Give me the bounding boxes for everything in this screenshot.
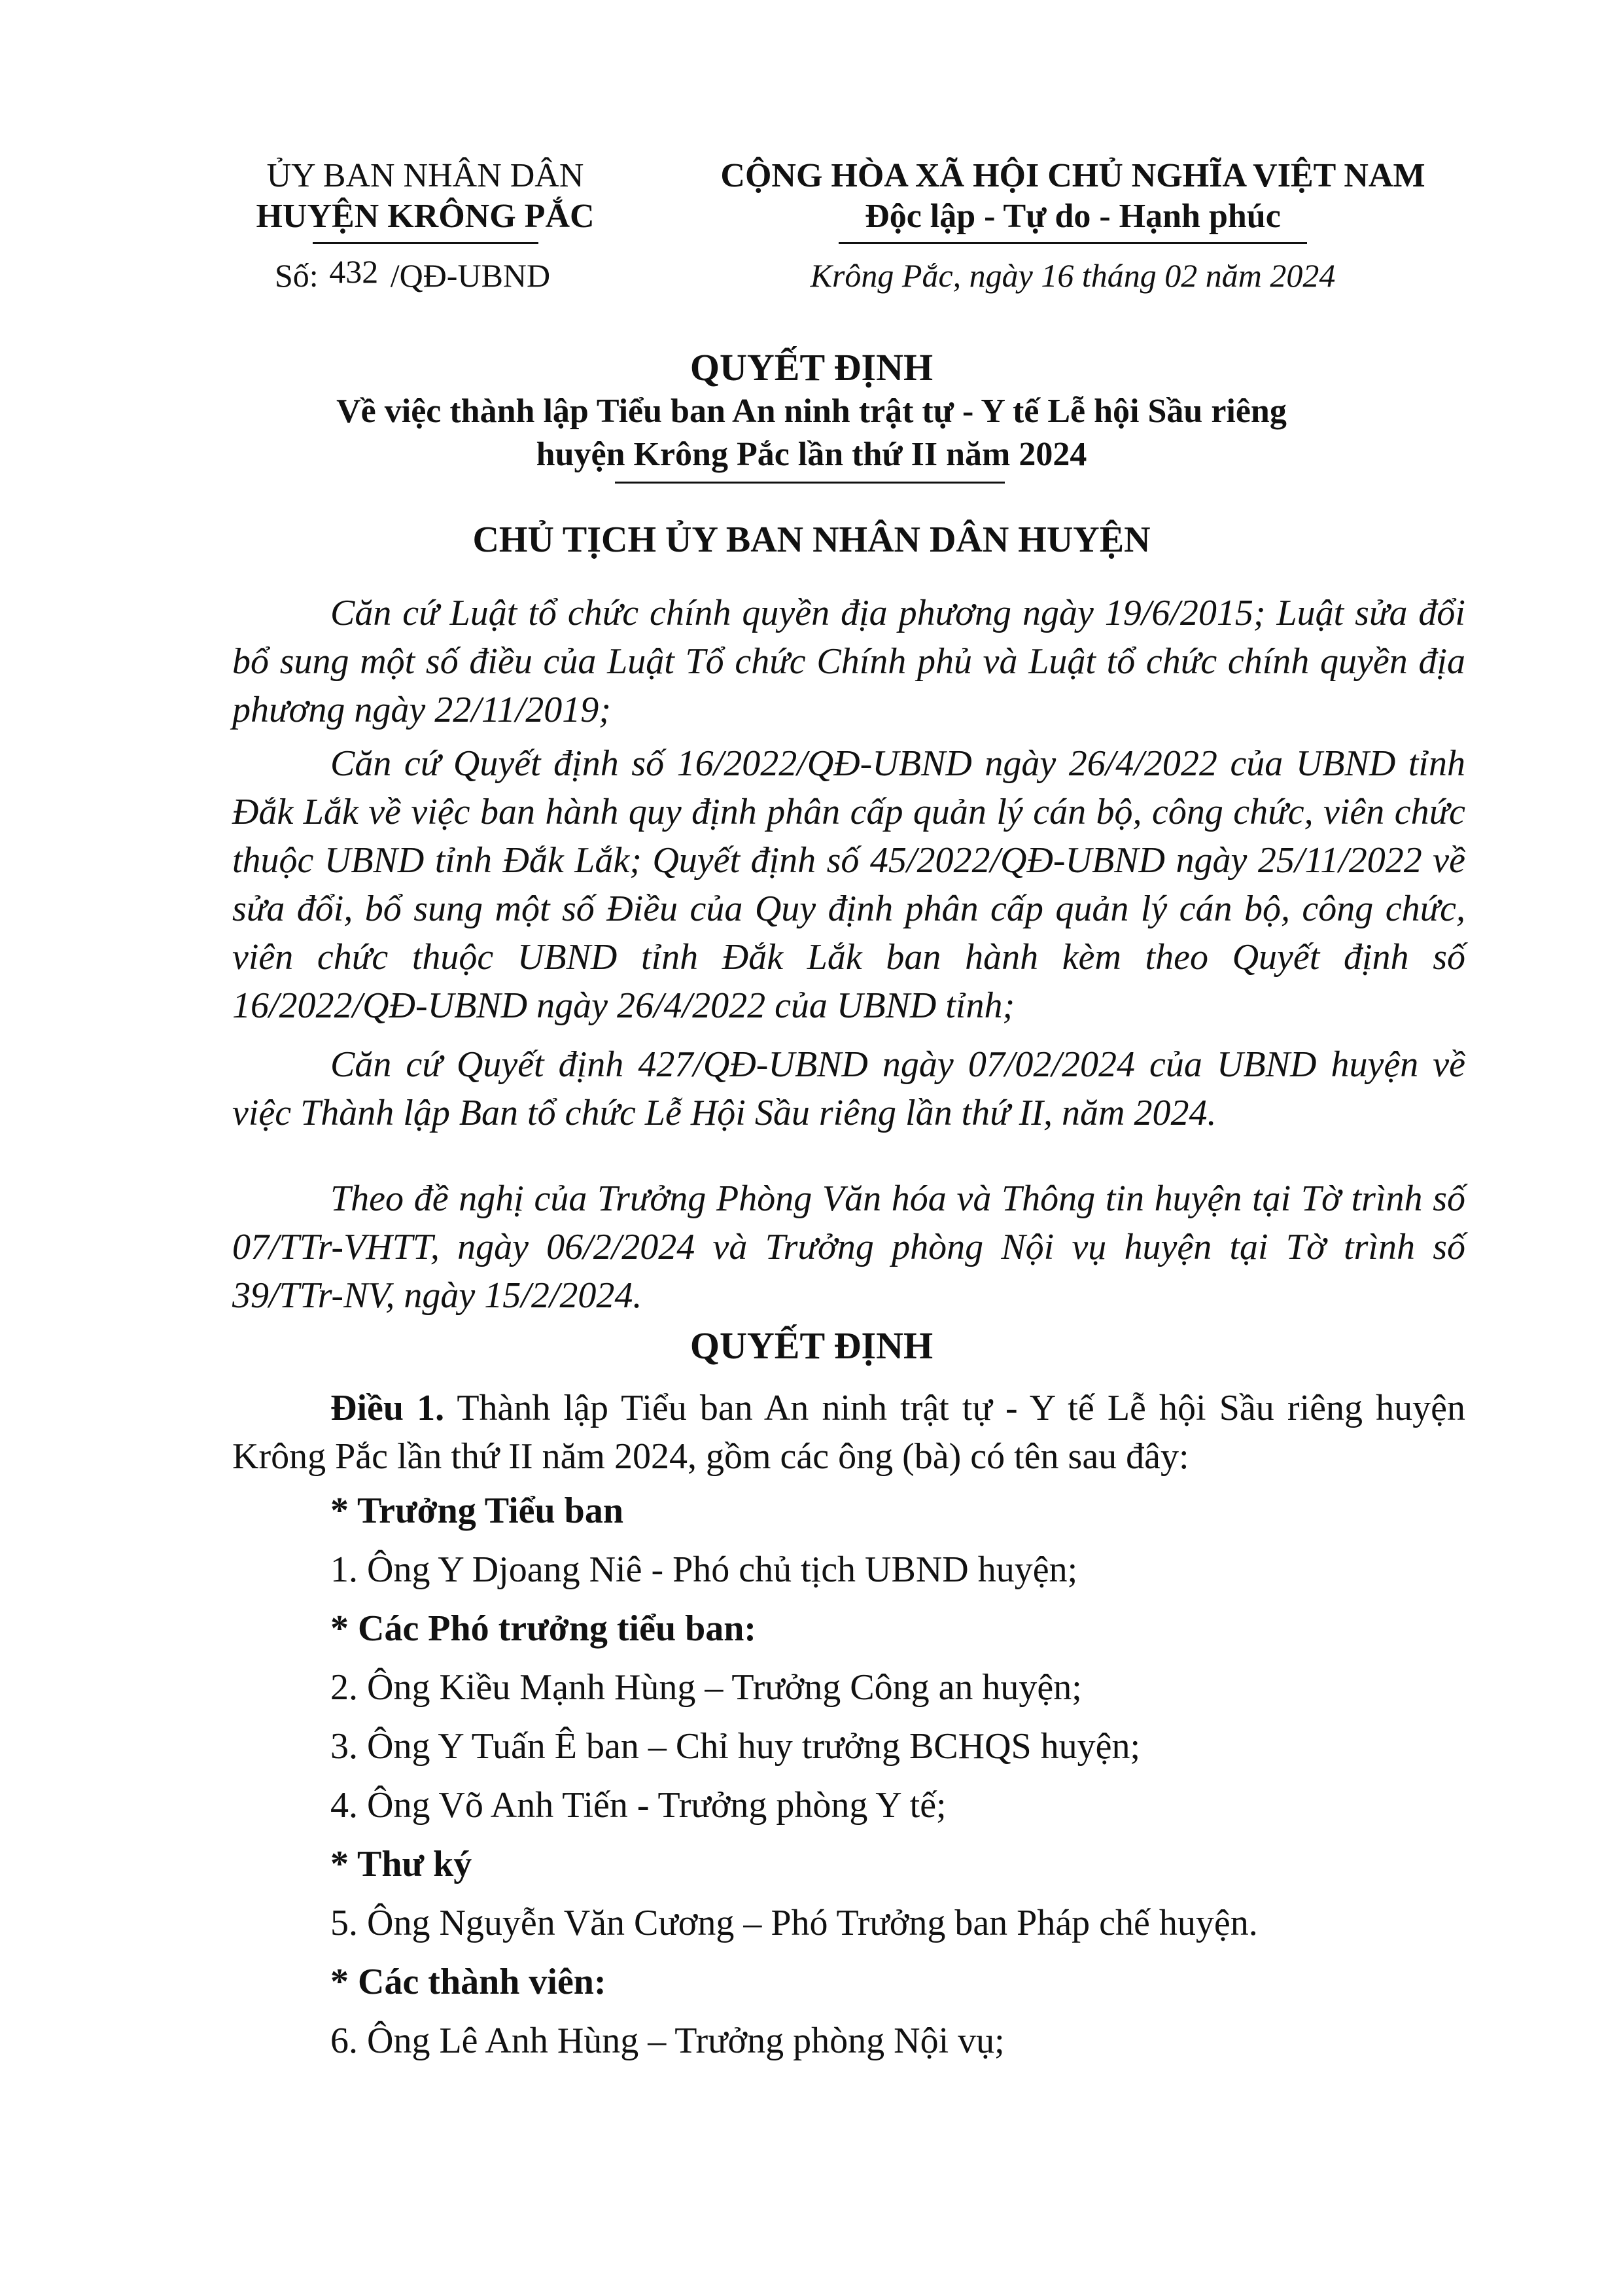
number-value: 432 (329, 253, 379, 290)
agency-name-line2: HUYỆN KRÔNG PẮC (256, 198, 595, 235)
nation-name: CỘNG HÒA XÃ HỘI CHỦ NGHĨA VIỆT NAM (720, 157, 1425, 194)
member-1: 1. Ông Y Djoang Niê - Phó chủ tịch UBND huyện; (330, 1549, 1078, 1590)
preamble-4: Theo đề nghị của Trưởng Phòng Văn hóa và Thông tin huyện tại Tờ trình số 07/TTr-VHTT, ngày 06/2/2024 và Trưởng phòng Nội vụ huyện tại Tờ trình số 39/TTr-NV, ngày 15/2/2024. (232, 1178, 1465, 1316)
secretary-heading: * Thư ký (330, 1844, 472, 1884)
subject-line2: huyện Krông Pắc lần thứ II năm 2024 (536, 436, 1087, 473)
article-1-text: Thành lập Tiểu ban An ninh trật tự - Y tế Lễ hội Sầu riêng huyện Krông Pắc lần thứ II năm 2024, gồm các ông (bà) có tên sau đây: (232, 1388, 1466, 1477)
article-1 (232, 1384, 1465, 1481)
preamble-3: Căn cứ Quyết định 427/QĐ-UBND ngày 07/02/2024 của UBND huyện về việc Thành lập Ban tổ chức Lễ Hội Sầu riêng lần thứ II, năm 2024. (232, 1044, 1465, 1133)
decision-heading: QUYẾT ĐỊNH (689, 1324, 934, 1367)
place-date: Krông Pắc, ngày 16 tháng 02 năm 2024 (810, 257, 1336, 294)
number-label: Số: (275, 257, 319, 294)
article-1-label: Điều 1. (330, 1388, 445, 1428)
preamble-2: Căn cứ Quyết định số 16/2022/QĐ-UBND ngày 26/4/2022 của UBND tỉnh Đắk Lắk về việc ban hành quy định phân cấp quản lý cán bộ, công chức, viên chức thuộc UBND tỉnh Đắk Lắk; Quyết định số 45/2022/QĐ-UBND ngày 25/11/2022 về sửa đổi, bổ sung một số Điều của Quy định phân cấp quản lý cán bộ, công chức, viên chức thuộc UBND tỉnh Đắk Lắk ban hành kèm theo Quyết định số 16/2022/QĐ-UBND ngày 26/4/2022 của UBND tỉnh; (232, 743, 1465, 1026)
document-type: QUYẾT ĐỊNH (689, 346, 934, 389)
preamble-1: Căn cứ Luật tổ chức chính quyền địa phương ngày 19/6/2015; Luật sửa đổi bổ sung một số điều của Luật Tổ chức Chính phủ và Luật tổ chức chính quyền địa phương ngày 22/11/2019; (232, 593, 1465, 730)
issuing-authority: CHỦ TỊCH ỦY BAN NHÂN DÂN HUYỆN (472, 520, 1151, 560)
agency-underline (313, 242, 538, 244)
subject-underline (615, 482, 1005, 484)
member-3: 3. Ông Y Tuấn Ê ban – Chỉ huy trưởng BCHQS huyện; (330, 1726, 1141, 1767)
member-5: 5. Ông Nguyễn Văn Cương – Phó Trưởng ban Pháp chế huyện. (330, 1903, 1258, 1943)
member-6: 6. Ông Lê Anh Hùng – Trưởng phòng Nội vụ; (330, 2021, 1005, 2061)
members-heading: * Các thành viên: (330, 1962, 606, 2002)
agency-name-line1: ỦY BAN NHÂN DÂN (266, 157, 584, 194)
deputy-heading: * Các Phó trưởng tiểu ban: (330, 1608, 757, 1649)
head-heading: * Trưởng Tiểu ban (330, 1491, 623, 1531)
number-suffix: /QĐ-UBND (390, 257, 551, 294)
member-2: 2. Ông Kiều Mạnh Hùng – Trưởng Công an huyện; (330, 1667, 1082, 1708)
document-number (275, 255, 550, 296)
member-4: 4. Ông Võ Anh Tiến - Trưởng phòng Y tế; (330, 1785, 947, 1826)
subject-line1: Về việc thành lập Tiểu ban An ninh trật tự - Y tế Lễ hội Sầu riêng (336, 393, 1287, 430)
motto-underline (839, 242, 1307, 244)
national-motto: Độc lập - Tự do - Hạnh phúc (865, 198, 1281, 235)
